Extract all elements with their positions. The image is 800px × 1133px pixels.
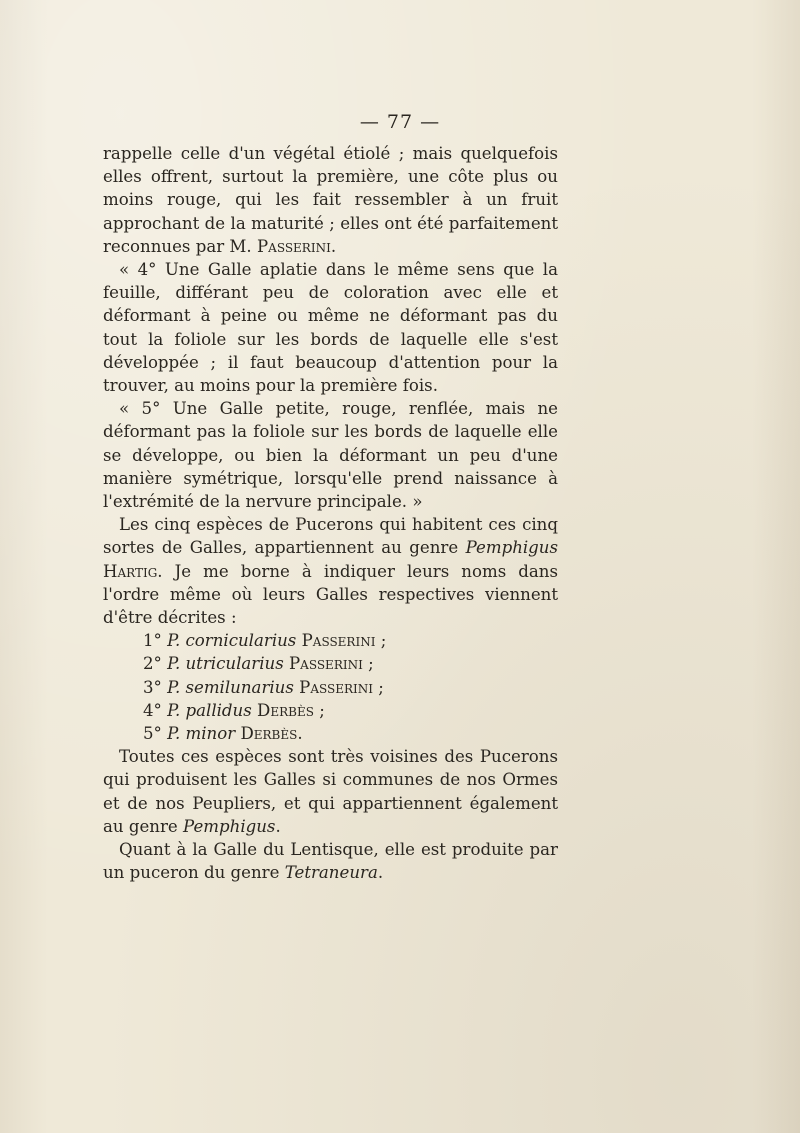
paragraph-6: Quant à la Galle du Lentisque, elle est produite par un puceron du genre Tetraneura. xyxy=(103,840,558,883)
genus-name: Pemphigus xyxy=(465,538,559,558)
paragraph-4: Les cinq espèces de Pucerons qui habitent ces cinq sortes de Galles, appartiennent au genre Pemphigus Hartig. Je me borne à indiquer leurs noms dans l'ordre même où leurs Galles respectives viennent d'être décrites : xyxy=(103,515,559,628)
paragraph-3: « 5° Une Galle petite, rouge, renflée, mais ne déformant pas la foliole sur les bords de laquelle elle se développe, ou bien la déformant un peu d'une manière symétrique, lorsqu'elle prend naissance à l'extrémité de la nervure principale. » xyxy=(103,399,558,512)
species-item: 2° P. utricularius Passerini ; xyxy=(143,654,374,674)
paragraph-2: « 4° Une Galle aplatie dans le même sens que la feuille, différant peu de coloration avec elle et déformant à peine ou même ne déformant pas du tout la foliole sur les bords de laquelle elle s'est développée ; il faut beaucoup d'attention pour la trouver, au moins pour la première fois. xyxy=(103,260,558,396)
species-author: Passerini xyxy=(289,654,363,674)
paragraph-5: Toutes ces espèces sont très voisines des Pucerons qui produisent les Galles si communes de nos Ormes et de nos Peupliers, et qui appartiennent également au genre Pemphigus. xyxy=(103,747,558,836)
species-name: P. minor xyxy=(167,724,236,744)
species-name: P. pallidus xyxy=(167,700,252,720)
species-name: P. semilunarius xyxy=(167,677,294,697)
species-name: P. cornicularius xyxy=(167,631,297,651)
species-author: Passerini xyxy=(301,631,376,651)
species-item: 4° P. pallidus Derbès ; xyxy=(143,700,325,720)
species-author: Derbès xyxy=(257,700,314,720)
species-author: Derbès xyxy=(240,724,298,744)
species-item: 5° P. minor Derbès. xyxy=(143,724,303,744)
author-name: Hartig xyxy=(103,561,158,581)
species-author: Passerini xyxy=(299,677,374,697)
species-item: 1° P. cornicularius Passerini ; xyxy=(143,631,387,651)
genus-name: Pemphigus xyxy=(183,816,276,836)
species-item: 3° P. semilunarius Passerini ; xyxy=(143,677,384,697)
author-name: Passerini xyxy=(256,236,331,256)
page-number: — 77 — xyxy=(359,111,441,133)
page-body xyxy=(103,142,558,885)
genus-name: Tetraneura xyxy=(284,863,378,883)
species-name: P. utricularius xyxy=(167,654,284,674)
species-list xyxy=(103,629,558,745)
paragraph-1: rappelle celle d'un végétal étiolé ; mais quelquefois elles offrent, surtout la première, une côte plus ou moins rouge, qui les fait ressembler à un fruit approchant de la maturité ; elles ont été parfaitement reconnues par M. Passerini. xyxy=(103,144,558,256)
